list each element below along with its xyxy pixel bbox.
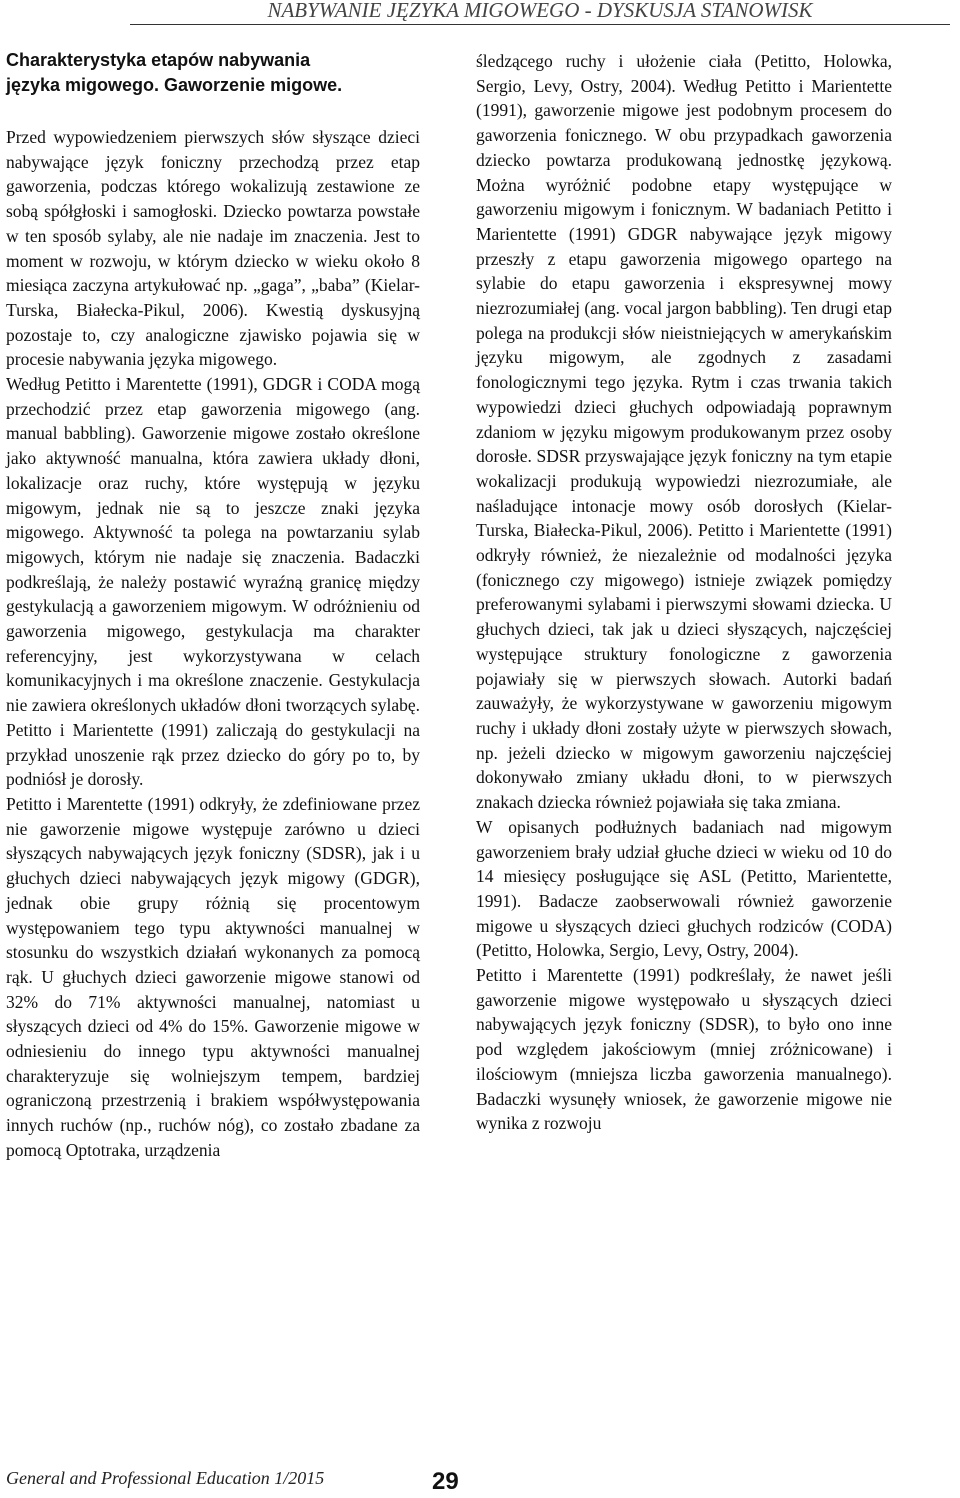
section-heading	[6, 48, 420, 98]
paragraph: Petitto i Marentette (1991) odkryły, że zdefiniowane przez nie gaworzenie migowe występuje zarówno u dzieci słyszących nabywających język foniczny (SDSR), jak i u głuchych dzieci nabywających język migowy (GDGR), jednak obie grupy różnią się procentowym występowaniem tego typu aktywności manualnej w stosunku do wszystkich działań wykonanych za pomocą rąk. U głuchych dzieci gaworzenie migowe stanowi od 32% do 71% aktywności manualnej, natomiast u słyszących dzieci od 4% do 15%. Gaworzenie migowe w odniesieniu do innego typu aktywności manualnej charakteryzuje się wolniejszym tempem, bardziej ograniczoną przestrzenią i brakiem współwystępowania innych ruchów (np., ruchów nóg), co zostało zbadane za pomocą Optotraka, urządzenia	[6, 793, 420, 1160]
running-header: NABYWANIE JĘZYKA MIGOWEGO - DYSKUSJA STANOWISK	[130, 0, 950, 25]
paragraph: W opisanych podłużnych badaniach nad migowym gaworzeniem brały udział głuche dzieci w wieku od 10 do 14 miesięcy posługujące się ASL (Petitto, Marientette, 1991). Badacze zaobserwowali również gaworzenie migowe u słyszących dzieci głuchych rodziców (CODA) (Petitto, Holowka, Sergio, Levy, Ostry, 2004).	[476, 816, 892, 961]
journal-footer: General and Professional Education 1/2015	[6, 1468, 325, 1488]
left-column	[6, 48, 420, 1163]
paragraph: śledzącego ruchy i ułożenie ciała (Petitto, Holowka, Sergio, Levy, Ostry, 2004). Według Petitto i Marientette (1991), gaworzenie migowe jest podobnym procesem do gaworzenia fonicznego. W obu przypadkach gaworzenia dziecko powtarza produkowaną jednostkę językową. Można wyróżnić podobne etapy występujące w gaworzeniu migowym i fonicznym. W badaniach Petitto i Marientette (1991) GDGR nabywające język migowy przeszły z etapu gaworzenia migowego opartego na sylabie do etapu gaworzenia i ekspresywnej mowy niezrozumiałej (ang. vocal jargon babbling). Ten drugi etap polega na produkcji słów nieistniejących w amerykańskim języku migowym, ale zgodnych z zasadami fonologicznymi tego języka. Rytm i czas trwania takich wypowiedzi dzieci głuchych odpowiadają poprawnym zdaniom w języku migowym produkowanym przez osoby dorosłe. SDSR przyswajające język foniczny na tym etapie wokalizacji produkują wypowiedzi niezrozumiałe, ale naśladujące intonacje mowy osób dorosłych (Kielar-Turska, Białecka-Pikul, 2006). Petitto i Marientette (1991) odkryły również, że niezależnie od modalności języka (fonicznego czy migowego) istnieje związek pomiędzy preferowanymi sylabami i pierwszymi słowami dziecka. U głuchych dzieci, tak jak u dzieci słyszących, najczęściej występujące struktury fonologiczne z gaworzenia pojawiały się w pierwszych słowach. Autorki badań zauważyły, że wykorzystywane w gaworzeniu migowym ruchy i układy dłoni zostały użyte w pierwszych słowach, np. jeżeli dziecko w migowym gaworzeniu najczęściej dokonywało zmiany układu dłoni, to w pierwszych znakach dziecka również pojawiała się taka zmiana.	[476, 51, 892, 813]
section-heading-line-2: języka migowego. Gaworzenie migowe.	[6, 75, 343, 95]
page-number: 29	[432, 1468, 459, 1495]
paragraph: Petitto i Marentette (1991) podkreślały, że nawet jeśli gaworzenie migowe występowało u słyszących dzieci nabywających język foniczny (SDSR), to było ono inne pod względem jakościowym (mniej zróżnicowane) i ilościowym (mniejsza liczba gaworzenia manualnego). Badaczki wysunęły wniosek, że gaworzenie migowe nie wynika z rozwoju	[476, 965, 892, 1134]
right-column	[476, 49, 892, 1136]
paragraph: Według Petitto i Marentette (1991), GDGR i CODA mogą przechodzić przez etap gaworzenia migowego (ang. manual babbling). Gaworzenie migowe zostało określone jako aktywność manualna, która zawiera układy dłoni, lokalizacje oraz ruchy, które występują w języku migowym, jednak nie są to jeszcze znaki języka migowego. Aktywność ta polega na powtarzaniu sylab migowych, którym nie nadaje się znaczenia. Badaczki podkreślają, że należy postawić wyraźną granicę między gestykulacją a gaworzeniem migowym. W odróżnieniu od gaworzenia migowego, gestykulacja ma charakter referencyjny, jest wykorzystywana w celach komunikacyjnych i ma określone znaczenie. Gestykulacja nie zawiera określonych układów dłoni tworzących sylabę. Petitto i Marientette (1991) zaliczają do gestykulacji na przykład unoszenie rąk przez dziecko do góry po to, by podniósł je dorosły.	[6, 374, 420, 790]
paragraph: Przed wypowiedzeniem pierwszych słów słyszące dzieci nabywające język foniczny przechodzą przez etap gaworzenia, podczas którego wokalizują zestawione ze sobą spółgłoski i samogłoski. Dziecko powtarza powstałe w ten sposób sylaby, ale nie nadaje im znaczenia. Jest to moment w rozwoju, w którym dziecko w wieku około 8 miesiąca zaczyna artykułować np. „gaga”, „baba” (Kielar-Turska, Białecka-Pikul, 2006). Kwestią dyskusyjną pozostaje to, czy analogiczne zjawisko pojawia się w procesie nabywania języka migowego.	[6, 127, 420, 370]
section-heading-line-1: Charakterystyka etapów nabywania	[6, 50, 311, 70]
